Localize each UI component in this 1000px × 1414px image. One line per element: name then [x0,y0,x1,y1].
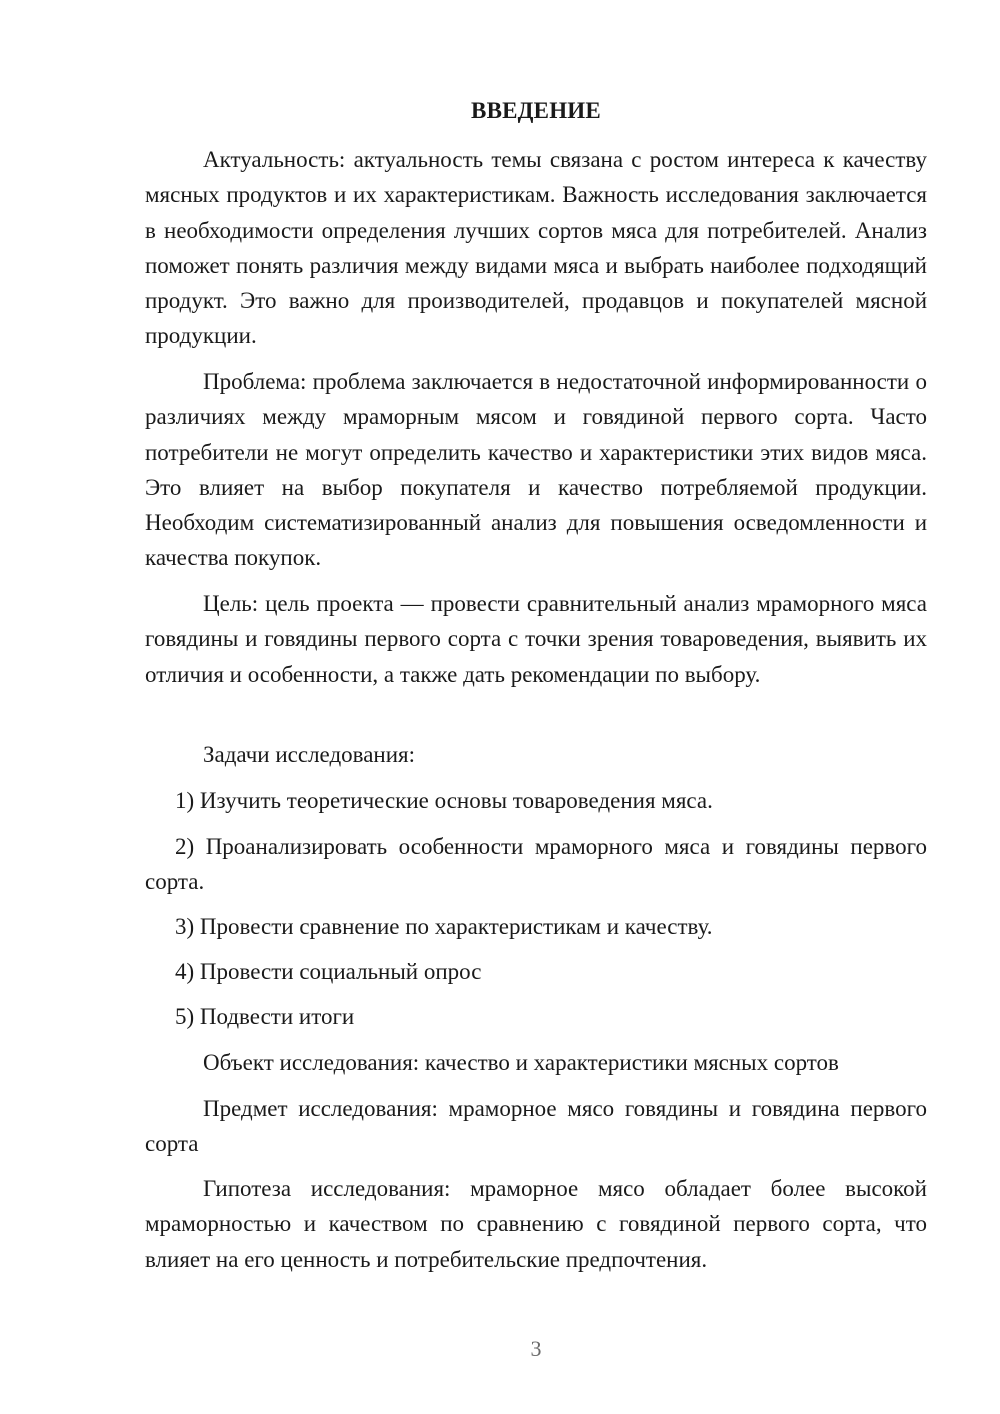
page-number: 3 [530,1336,542,1361]
task-item: 4) Провести социальный опрос [175,959,482,984]
task-item: 2) Проанализировать особенности мраморного мяса и говядины первого сорта. [145,834,927,895]
task-item: 3) Провести сравнение по характеристикам и качеству. [175,914,713,939]
page-title: ВВЕДЕНИЕ [471,98,601,123]
subject-paragraph: Предмет исследования: мраморное мясо говядины и говядина первого сорта [145,1096,927,1157]
problem-paragraph: Проблема: проблема заключается в недостаточной информированности о различиях между мраморным мясом и говядиной первого сорта. Часто потребители не могут определить качество и характеристики этих видов мяса. Это влияет на выбор покупателя и качество потребляемой продукции. Необходим систематизированный анализ для повышения осведомленности и качества покупок. [145,369,927,571]
task-item: 5) Подвести итоги [175,1004,355,1029]
relevance-paragraph: Актуальность: актуальность темы связана с ростом интереса к качеству мясных продуктов и их характеристикам. Важность исследования заключается в необходимости определения лучших сортов мяса для потребителей. Анализ поможет понять различия между видами мяса и выбрать наиболее подходящий продукт. Это важно для производителей, продавцов и покупателей мясной продукции. [145,147,927,349]
goal-paragraph: Цель: цель проекта — провести сравнительный анализ мраморного мяса говядины и говядины первого сорта с точки зрения товароведения, выявить их отличия и особенности, а также дать рекомендации по выбору. [145,591,927,687]
hypothesis-paragraph: Гипотеза исследования: мраморное мясо обладает более высокой мраморностью и качеством по сравнению с говядиной первого сорта, что влияет на его ценность и потребительские предпочтения. [145,1176,927,1272]
task-item: 1) Изучить теоретические основы товароведения мяса. [175,788,713,813]
tasks-heading: Задачи исследования: [203,742,416,767]
object-paragraph: Объект исследования: качество и характеристики мясных сортов [203,1050,839,1075]
